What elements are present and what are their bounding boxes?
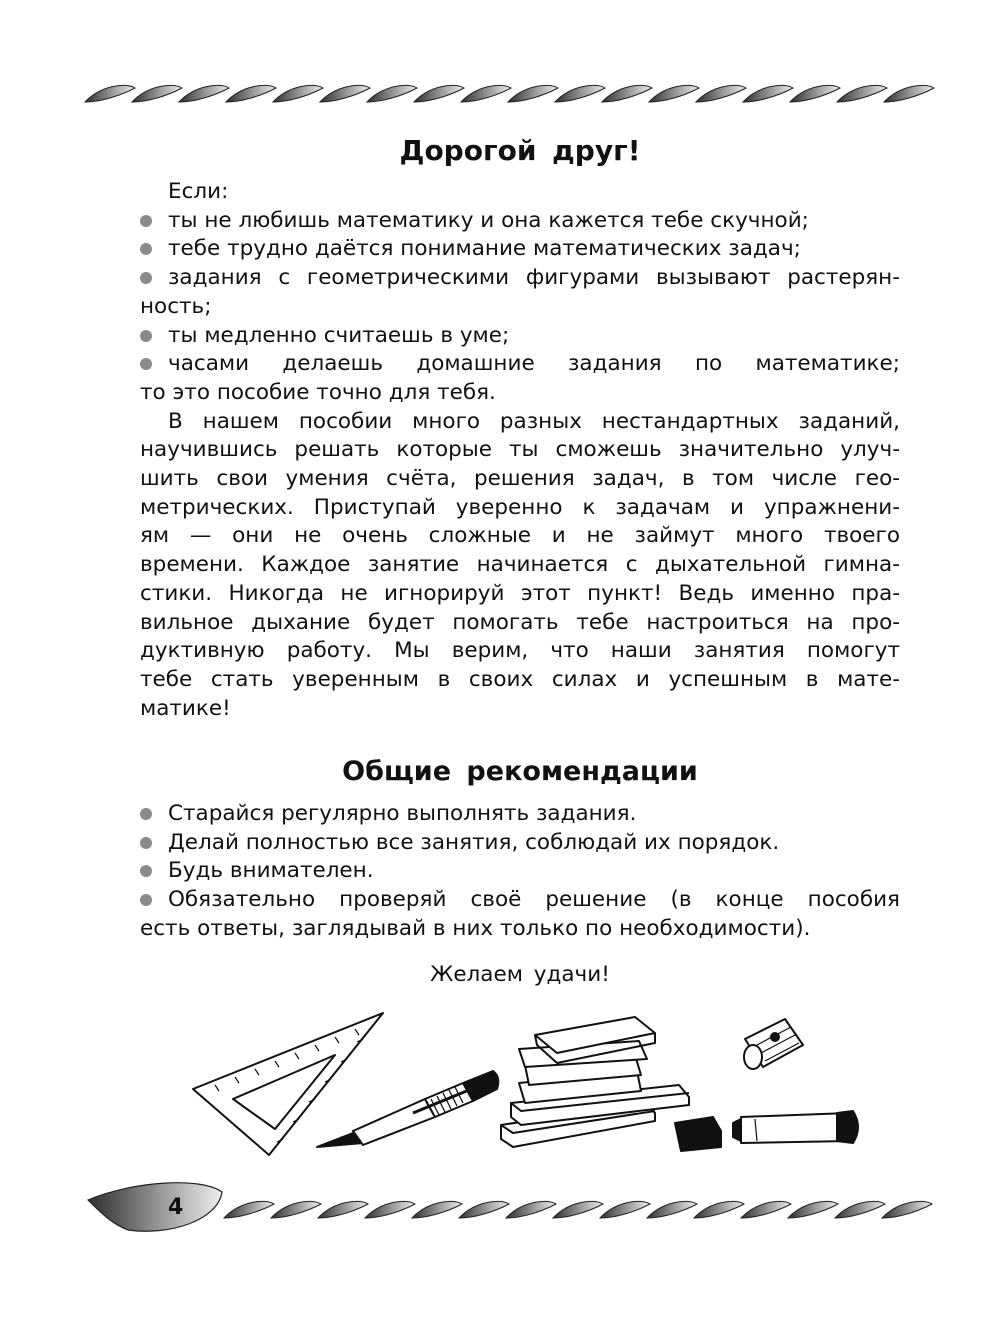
paragraph-line: стики. Никогда не игнорируй этот пункт! Ведь именно пра- <box>140 580 900 606</box>
paragraph-line: метрических. Приступай уверенно к задачам и упражнени- <box>140 494 900 520</box>
list-item: Делай полностью все занятия, соблюдай их порядок. <box>140 829 900 858</box>
closing-wish: Желаем удачи! <box>430 962 610 987</box>
paragraph-line: ям — они не очень сложные и не займут много твоего <box>140 523 900 549</box>
bullet-icon <box>140 215 152 227</box>
bullet-icon <box>140 330 152 342</box>
list-item-continuation: есть ответы, заглядывай в них только по необходимости). <box>140 915 811 941</box>
bullet-icon <box>140 865 152 877</box>
paragraph-line: В нашем пособии много разных нестандартных заданий, <box>168 408 900 434</box>
list-item: ты медленно считаешь в уме; <box>140 322 900 351</box>
school-supplies-illustration <box>185 1005 875 1165</box>
list-item-continuation: ность; <box>140 293 212 319</box>
bullet-icon <box>140 808 152 820</box>
list-item: тебе трудно даётся понимание математических задач; <box>140 235 900 264</box>
page-number: 4 <box>168 1195 184 1220</box>
bullet-icon <box>140 243 152 255</box>
paragraph-line: времени. Каждое занятие начинается с дыхательной гимна- <box>140 552 900 578</box>
recommendations-list <box>140 800 900 944</box>
intro-paragraph <box>140 408 900 724</box>
paragraph-line: тебе стать уверенным в своих силах и успешным в мате- <box>140 666 900 692</box>
paragraph-line: матике! <box>140 695 231 721</box>
intro-lead: Если: <box>168 179 229 204</box>
page-number-leaf <box>88 1183 222 1232</box>
bottom-leaf-border <box>0 1178 1000 1238</box>
recommendations-title: Общие рекомендации <box>342 756 698 787</box>
bullet-icon <box>140 837 152 849</box>
books-stack-icon <box>501 1017 689 1147</box>
list-item: задания с геометрическими фигурами вызывают растерян- <box>140 264 900 293</box>
paragraph-line: научившись решать которые ты сможешь значительно улуч- <box>140 437 900 463</box>
list-item: Старайся регулярно выполнять задания. <box>140 800 900 829</box>
bullet-icon <box>140 358 152 370</box>
paragraph-line: шить свои умения счёта, решения задач, в том числе гео- <box>140 466 900 492</box>
paragraph-line: дуктивную работу. Мы верим, что наши занятия помогут <box>140 638 900 664</box>
intro-section <box>140 178 900 723</box>
marker-icon <box>675 1111 858 1151</box>
bullet-icon <box>140 894 152 906</box>
list-item: Обязательно проверяй своё решение (в конце пособия <box>140 886 900 915</box>
paragraph-line: вильное дыхание будет помогать тебе настроиться на про- <box>140 609 900 635</box>
top-leaf-border <box>0 74 1000 114</box>
list-item: ты не любишь математику и она кажется тебе скучной; <box>140 207 900 236</box>
page-heading: Дорогой друг! <box>399 134 641 167</box>
list-item: Будь внимателен. <box>140 857 900 886</box>
pen-icon <box>317 1071 498 1147</box>
intro-conclusion: то это пособие точно для тебя. <box>140 379 496 405</box>
list-item: часами делаешь домашние задания по математике; <box>140 350 900 379</box>
sharpener-icon <box>744 1019 803 1069</box>
bullet-icon <box>140 272 152 284</box>
